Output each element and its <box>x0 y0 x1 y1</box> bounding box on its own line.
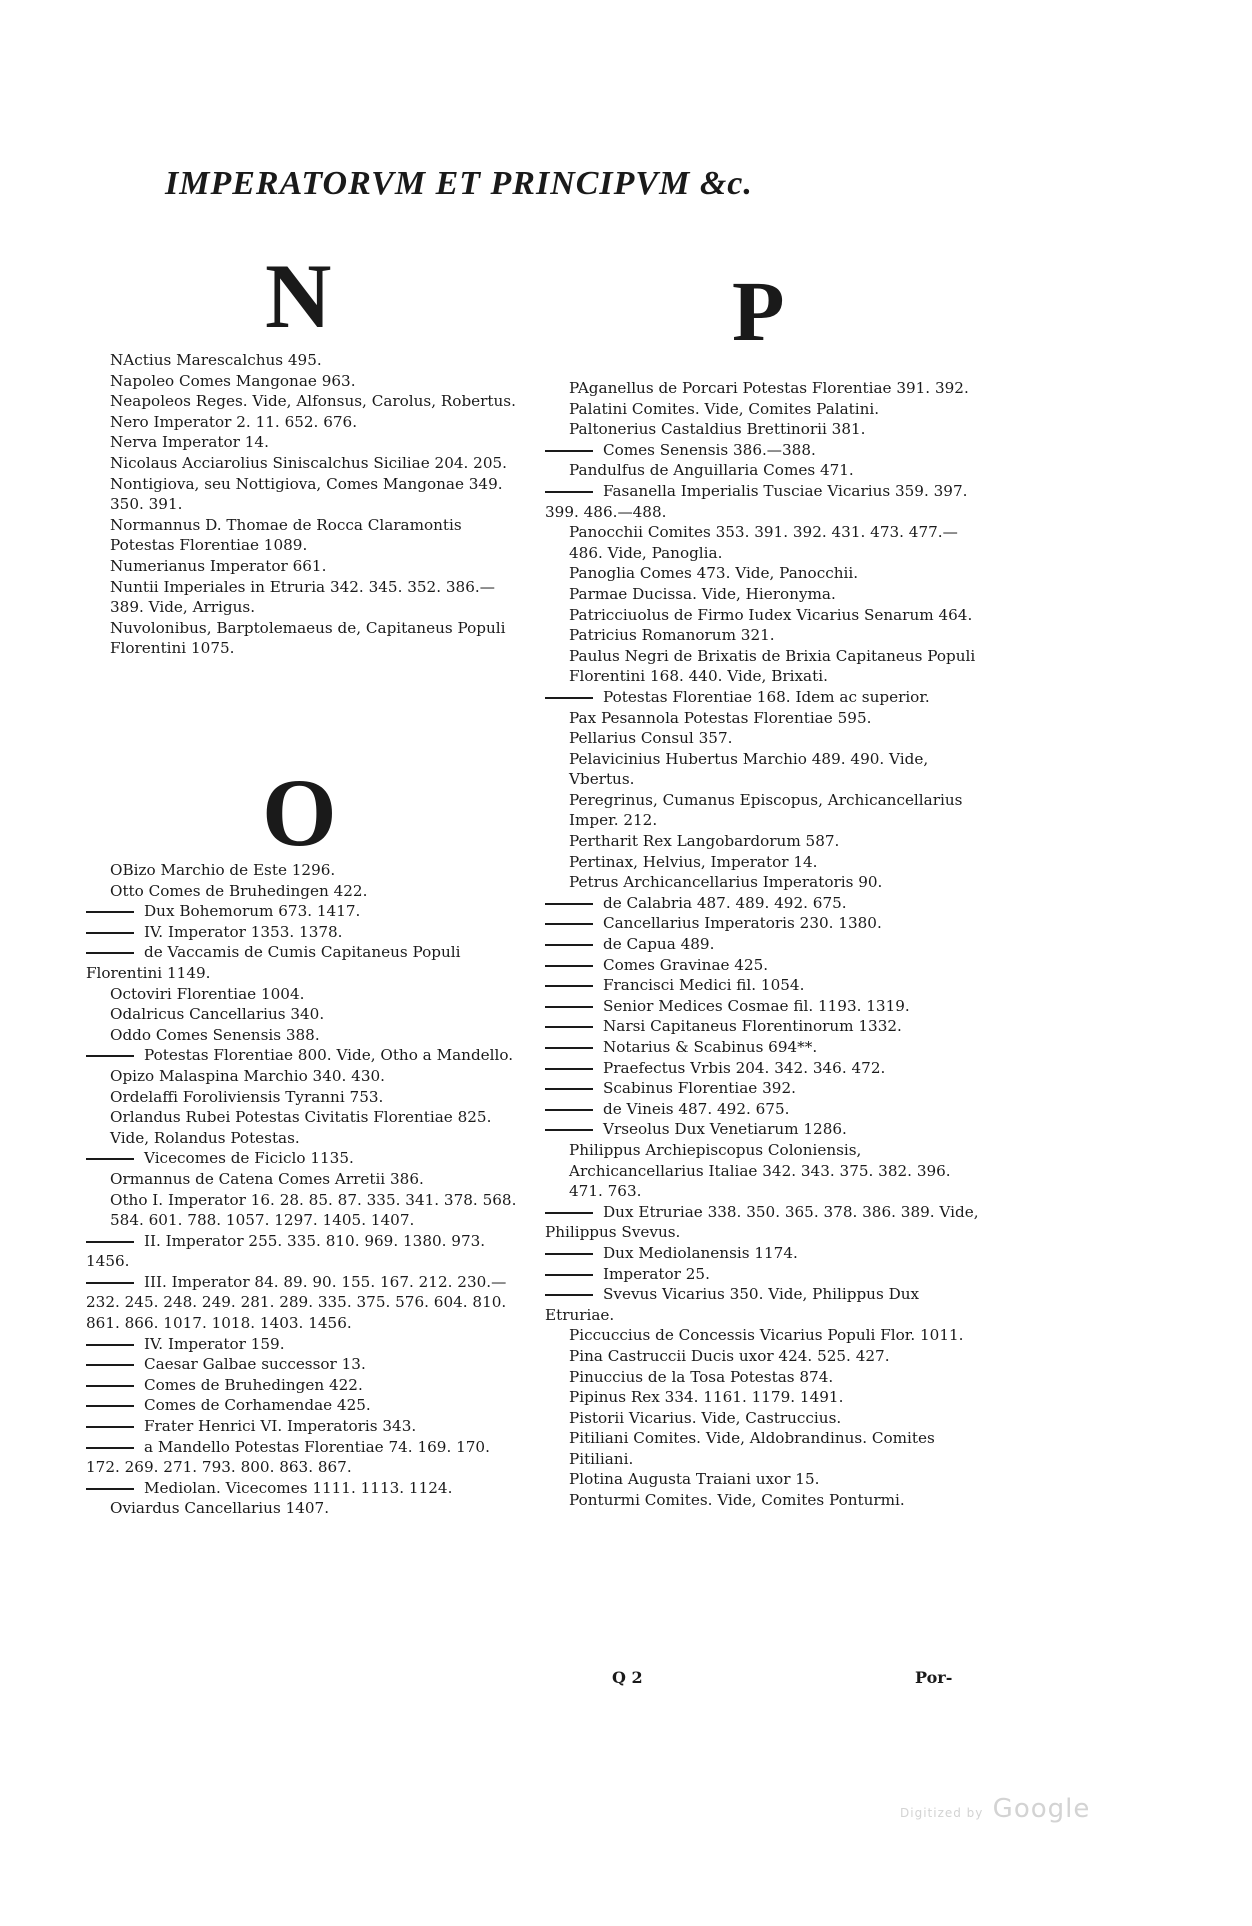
index-entry-text: Potestas Florentiae 800. Vide, Otho a Mandello. <box>144 1046 514 1065</box>
index-entry <box>545 460 985 481</box>
index-entry-text: Petrus Archicancellarius Imperatoris 90. <box>569 873 883 892</box>
index-entry <box>86 1004 526 1025</box>
index-entry-text: Dux Bohemorum 673. 1417. <box>144 902 361 921</box>
index-entry <box>86 391 526 412</box>
catchword: Por- <box>915 1668 953 1687</box>
index-entry <box>545 975 985 996</box>
index-entry <box>545 893 985 914</box>
index-entry <box>545 872 985 893</box>
index-entry-text: Cancellarius Imperatoris 230. 1380. <box>603 914 882 933</box>
index-entry <box>545 1387 985 1408</box>
index-entry <box>86 1478 526 1499</box>
index-entry-text: Nerva Imperator 14. <box>110 433 269 452</box>
index-entry <box>86 1107 526 1148</box>
page-header: IMPERATORVM ET PRINCIPVM &c. <box>165 165 753 202</box>
index-entry <box>545 1428 985 1469</box>
index-entry <box>86 1354 526 1375</box>
index-entry <box>545 1078 985 1099</box>
index-entry-text: de Vineis 487. 492. 675. <box>603 1099 790 1118</box>
index-entry-text: Imperator 25. <box>603 1264 710 1283</box>
index-entry-text: Palatini Comites. Vide, Comites Palatini. <box>569 399 880 418</box>
index-entry <box>545 440 985 461</box>
index-entry <box>545 1284 985 1325</box>
index-entry <box>545 996 985 1017</box>
index-entry-text: IV. Imperator 159. <box>144 1334 285 1353</box>
index-entry <box>545 481 985 522</box>
index-entry-text: Vrseolus Dux Venetiarum 1286. <box>603 1120 847 1139</box>
index-entry <box>545 708 985 729</box>
index-entry-text: Notarius & Scabinus 694**. <box>603 1038 818 1056</box>
index-entry-text: Vicecomes de Ficiclo 1135. <box>144 1149 354 1168</box>
index-entry <box>86 860 526 881</box>
index-entry-text: Pertharit Rex Langobardorum 587. <box>569 832 840 851</box>
index-entry-text: Pitiliani Comites. Vide, Aldobrandinus. Comites Pitiliani. <box>569 1429 935 1468</box>
index-entry <box>545 790 985 831</box>
index-entry <box>545 1140 985 1202</box>
index-entry <box>545 584 985 605</box>
index-entry-text: Panocchii Comites 353. 391. 392. 431. 473. 477.—486. Vide, Panoglia. <box>569 523 958 562</box>
index-entry <box>86 901 526 922</box>
index-entry-text: Pina Castruccii Ducis uxor 424. 525. 427. <box>569 1346 890 1365</box>
index-entry <box>86 1334 526 1355</box>
index-entry <box>86 1437 526 1478</box>
index-entry <box>545 646 985 687</box>
index-entry-text: Otho I. Imperator 16. 28. 85. 87. 335. 341. 378. 568. 584. 601. 788. 1057. 1297. 1405. 1407. <box>110 1190 517 1230</box>
index-entry-text: Ormannus de Catena Comes Arretii 386. <box>110 1169 424 1188</box>
index-entry <box>86 1169 526 1190</box>
index-entry-text: Plotina Augusta Traiani uxor 15. <box>569 1470 820 1489</box>
index-entry <box>86 515 526 556</box>
index-entry-text: Frater Henrici VI. Imperatoris 343. <box>144 1417 417 1436</box>
index-entry <box>545 605 985 626</box>
index-entry <box>86 453 526 474</box>
index-entry-text: Odalricus Cancellarius 340. <box>110 1005 325 1024</box>
index-entry <box>545 1367 985 1388</box>
index-entry <box>86 1148 526 1169</box>
index-entry-text: Pelavicinius Hubertus Marchio 489. 490. Vide, Vbertus. <box>569 749 929 789</box>
index-entry <box>86 1375 526 1396</box>
index-entry <box>545 522 985 563</box>
index-entry-text: Piccuccius de Concessis Vicarius Populi Flor. 1011. <box>569 1326 964 1345</box>
index-entry-text: Paulus Negri de Brixatis de Brixia Capitaneus Populi Florentini 168. 440. Vide, Brixati. <box>569 646 976 686</box>
index-entry-text: Nicolaus Acciarolius Siniscalchus Siciliae 204. 205. <box>110 453 507 472</box>
index-entry-text: Nontigiova, seu Nottigiova, Comes Mangonae 349. 350. 391. <box>110 474 503 514</box>
index-entry-text: Comes Senensis 386.—388. <box>603 440 816 459</box>
index-entry-text: de Capua 489. <box>603 935 715 954</box>
index-entry <box>545 399 985 420</box>
index-entry-text: NActius Marescalchus 495. <box>110 351 322 369</box>
index-entry-text: Patricius Romanorum 321. <box>569 626 775 645</box>
index-entry <box>545 934 985 955</box>
index-entry-text: Paltonerius Castaldius Brettinorii 381. <box>569 420 866 439</box>
index-entry-text: Potestas Florentiae 168. Idem ac superior. <box>603 687 930 706</box>
index-entry <box>545 1119 985 1140</box>
index-entry <box>86 432 526 453</box>
index-entry-text: Ponturmi Comites. Vide, Comites Ponturmi. <box>569 1491 905 1510</box>
index-entry <box>545 1469 985 1490</box>
index-entry <box>545 728 985 749</box>
watermark-brand: Google <box>992 1794 1091 1824</box>
index-entry-text: Panoglia Comes 473. Vide, Panocchii. <box>569 564 859 583</box>
index-entry-text: Opizo Malaspina Marchio 340. 430. <box>110 1066 385 1085</box>
index-entry <box>86 412 526 433</box>
index-entry <box>545 419 985 440</box>
index-entry <box>86 1045 526 1066</box>
index-entry-text: Svevus Vicarius 350. Vide, Philippus Dux Etruriae. <box>545 1285 920 1324</box>
index-entry-text: III. Imperator 84. 89. 90. 155. 167. 212. 230.—232. 245. 248. 249. 281. 289. 335. 375. 576. 604. 810. 861. 866. 1017. 1018. 1403. 1456. <box>86 1272 507 1333</box>
index-entry <box>86 942 526 983</box>
index-entry <box>86 1498 526 1519</box>
index-entry <box>86 618 526 659</box>
index-entry-text: Comes Gravinae 425. <box>603 955 769 974</box>
index-entry-text: Fasanella Imperialis Tusciae Vicarius 359. 397. 399. 486.—488. <box>545 481 968 521</box>
index-entry-text: Orlandus Rubei Potestas Civitatis Florentiae 825. Vide, Rolandus Potestas. <box>110 1108 492 1147</box>
section-letter-o: O <box>262 759 337 866</box>
index-entry-text: Nuntii Imperiales in Etruria 342. 345. 352. 386.—389. Vide, Arrigus. <box>110 577 495 617</box>
index-entry-text: Pinuccius de la Tosa Potestas 874. <box>569 1367 834 1386</box>
index-entry-text: OBizo Marchio de Este 1296. <box>110 861 336 879</box>
index-entry <box>86 1190 526 1231</box>
index-entry <box>545 1202 985 1243</box>
index-entry-text: Neapoleos Reges. Vide, Alfonsus, Carolus, Robertus. <box>110 392 516 411</box>
index-entry <box>545 1408 985 1429</box>
index-entry-text: Mediolan. Vicecomes 1111. 1113. 1124. <box>144 1478 453 1497</box>
index-entry-text: Pandulfus de Anguillaria Comes 471. <box>569 461 854 480</box>
index-entry-text: Comes de Corhamendae 425. <box>144 1396 371 1415</box>
index-entry-text: Dux Mediolanensis 1174. <box>603 1243 798 1262</box>
index-entry <box>545 1490 985 1511</box>
index-entry-text: Otto Comes de Bruhedingen 422. <box>110 881 368 900</box>
index-entry <box>545 955 985 976</box>
index-entry-text: Pistorii Vicarius. Vide, Castruccius. <box>569 1408 842 1427</box>
index-entry-text: Octoviri Florentiae 1004. <box>110 984 305 1003</box>
index-entry-text: Philippus Archiepiscopus Coloniensis, Archicancellarius Italiae 342. 343. 375. 382. 396. 471. 763. <box>569 1140 951 1201</box>
index-entry-text: Pipinus Rex 334. 1161. 1179. 1491. <box>569 1388 844 1407</box>
index-entry <box>86 1087 526 1108</box>
index-entry <box>86 1066 526 1087</box>
index-entry <box>545 1243 985 1264</box>
index-entry <box>545 852 985 873</box>
google-watermark <box>900 1794 1090 1824</box>
index-entry <box>86 474 526 515</box>
index-entry <box>86 1416 526 1437</box>
index-entry-text: Parmae Ducissa. Vide, Hieronyma. <box>569 584 836 603</box>
section-p-entries <box>545 378 985 1511</box>
index-entry <box>86 1231 526 1272</box>
index-entry-text: Nuvolonibus, Barptolemaeus de, Capitaneus Populi Florentini 1075. <box>110 618 506 658</box>
index-entry-text: Pax Pesannola Potestas Florentiae 595. <box>569 708 872 727</box>
index-entry-text: Peregrinus, Cumanus Episcopus, Archicancellarius Imper. 212. <box>569 790 963 830</box>
index-entry-text: Oviardus Cancellarius 1407. <box>110 1499 330 1518</box>
index-entry <box>86 577 526 618</box>
index-entry-text: Pertinax, Helvius, Imperator 14. <box>569 852 818 871</box>
index-entry <box>545 749 985 790</box>
index-entry-text: Ordelaffi Foroliviensis Tyranni 753. <box>110 1087 384 1106</box>
section-n-entries <box>86 350 526 659</box>
index-entry <box>545 1325 985 1346</box>
index-entry <box>86 1025 526 1046</box>
index-entry-text: PAganellus de Porcari Potestas Florentiae 391. 392. <box>569 379 969 397</box>
index-entry <box>545 831 985 852</box>
index-entry <box>545 1099 985 1120</box>
index-entry-text: Caesar Galbae successor 13. <box>144 1355 366 1374</box>
index-entry <box>86 1272 526 1334</box>
index-entry <box>545 563 985 584</box>
index-entry <box>86 881 526 902</box>
index-entry <box>86 922 526 943</box>
index-entry <box>545 1264 985 1285</box>
index-entry-text: Praefectus Vrbis 204. 342. 346. 472. <box>603 1058 886 1077</box>
index-entry-text: Senior Medices Cosmae fil. 1193. 1319. <box>603 996 910 1015</box>
index-entry-text: Napoleo Comes Mangonae 963. <box>110 371 356 390</box>
index-entry-text: Nero Imperator 2. 11. 652. 676. <box>110 412 358 431</box>
index-entry <box>545 625 985 646</box>
index-entry-text: Pellarius Consul 357. <box>569 729 733 748</box>
index-entry <box>545 378 985 399</box>
section-o-entries <box>86 860 526 1519</box>
index-entry-text: Numerianus Imperator 661. <box>110 556 327 575</box>
index-entry <box>86 371 526 392</box>
index-entry <box>86 350 526 371</box>
index-entry-text: Comes de Bruhedingen 422. <box>144 1375 363 1394</box>
index-entry <box>545 1037 985 1058</box>
index-entry-text: Francisci Medici fil. 1054. <box>603 976 805 995</box>
index-entry <box>545 913 985 934</box>
index-entry-text: a Mandello Potestas Florentiae 74. 169. 170. 172. 269. 271. 793. 800. 863. 867. <box>86 1437 490 1477</box>
index-entry <box>545 1058 985 1079</box>
index-entry <box>86 556 526 577</box>
index-entry <box>545 1016 985 1037</box>
index-entry-text: Patricciuolus de Firmo Iudex Vicarius Senarum 464. <box>569 605 973 624</box>
watermark-prefix: Digitized by <box>900 1806 984 1820</box>
signature-mark: Q 2 <box>612 1668 643 1687</box>
index-entry-text: Oddo Comes Senensis 388. <box>110 1025 320 1044</box>
index-entry-text: Normannus D. Thomae de Rocca Claramontis Potestas Florentiae 1089. <box>110 515 462 555</box>
index-entry-text: de Calabria 487. 489. 492. 675. <box>603 893 847 912</box>
index-entry <box>86 1395 526 1416</box>
section-letter-n: N <box>265 245 332 347</box>
index-entry-text: de Vaccamis de Cumis Capitaneus Populi Florentini 1149. <box>86 943 461 982</box>
index-entry-text: II. Imperator 255. 335. 810. 969. 1380. 973. 1456. <box>86 1231 486 1271</box>
index-entry-text: Scabinus Florentiae 392. <box>603 1079 796 1098</box>
index-entry <box>86 984 526 1005</box>
index-entry-text: Narsi Capitaneus Florentinorum 1332. <box>603 1017 902 1036</box>
index-entry <box>545 687 985 708</box>
index-entry <box>545 1346 985 1367</box>
section-letter-p: P <box>732 263 785 359</box>
index-entry-text: IV. Imperator 1353. 1378. <box>144 922 343 941</box>
index-entry-text: Dux Etruriae 338. 350. 365. 378. 386. 389. Vide, Philippus Svevus. <box>545 1202 979 1242</box>
